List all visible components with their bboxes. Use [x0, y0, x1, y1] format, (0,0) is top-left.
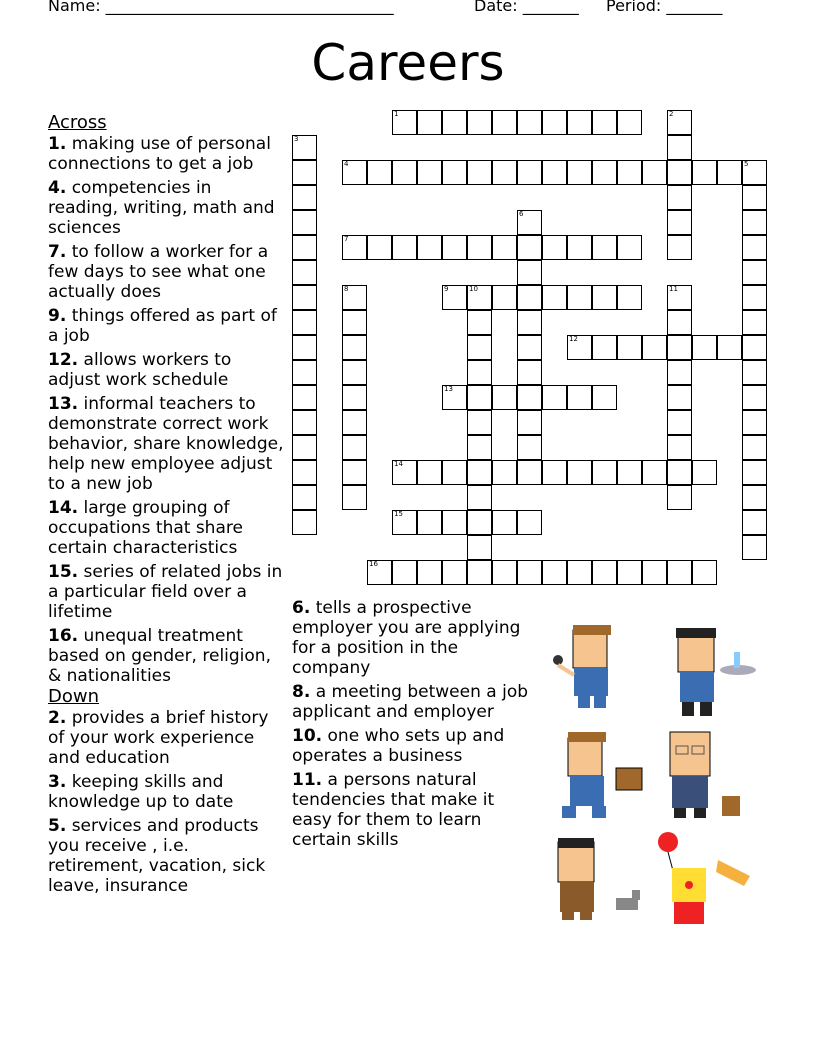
grid-cell[interactable] — [617, 285, 642, 310]
grid-cell-number: 9 — [444, 285, 449, 293]
grid-cell[interactable] — [492, 235, 517, 260]
across-clue-list — [48, 134, 284, 686]
grid-cell[interactable] — [517, 110, 542, 135]
clue-number: 10. — [292, 726, 323, 746]
grid-cell[interactable] — [742, 435, 767, 460]
clue-number: 6. — [292, 598, 311, 618]
grid-cell[interactable] — [667, 335, 692, 360]
grid-cell[interactable] — [492, 560, 517, 585]
grid-cell[interactable] — [667, 310, 692, 335]
grid-cell[interactable] — [392, 235, 417, 260]
clue-text: large grouping of occupations that share certain characteristics — [48, 498, 243, 558]
grid-cell[interactable] — [567, 160, 592, 185]
grid-cell[interactable] — [292, 135, 317, 160]
grid-cell[interactable] — [292, 160, 317, 185]
clue-text: things offered as part of a job — [48, 306, 277, 346]
grid-cell-number: 4 — [344, 160, 349, 168]
grid-cell[interactable] — [742, 210, 767, 235]
grid-cell[interactable] — [367, 160, 392, 185]
period-field-label: Period: _______ — [606, 0, 723, 15]
clue-number: 2. — [48, 708, 67, 728]
grid-cell[interactable] — [467, 385, 492, 410]
grid-cell[interactable] — [492, 460, 517, 485]
clown-figure — [658, 832, 750, 924]
grid-cell-number: 2 — [669, 110, 674, 118]
clue-item — [48, 306, 284, 346]
grid-cell-number: 1 — [394, 110, 399, 118]
clue-item — [48, 626, 284, 686]
grid-cell[interactable] — [517, 460, 542, 485]
clue-text: a persons natural tendencies that make it easy for them to learn certain skills — [292, 770, 495, 850]
clue-number: 3. — [48, 772, 67, 792]
grid-cell[interactable] — [467, 410, 492, 435]
grid-cell[interactable] — [667, 160, 692, 185]
grid-cell[interactable] — [517, 510, 542, 535]
clue-number: 16. — [48, 626, 79, 646]
grid-cell[interactable] — [467, 485, 492, 510]
grid-cell[interactable] — [492, 385, 517, 410]
grid-cell[interactable] — [742, 185, 767, 210]
grid-cell[interactable] — [742, 235, 767, 260]
grid-cell[interactable] — [642, 460, 667, 485]
grid-cell[interactable] — [742, 460, 767, 485]
grid-cell[interactable] — [542, 285, 567, 310]
name-field-label: Name: ____________________________________ — [48, 0, 394, 15]
grid-cell[interactable] — [667, 435, 692, 460]
grid-cell[interactable] — [592, 460, 617, 485]
grid-cell-number: 15 — [394, 510, 403, 518]
clue-item — [48, 350, 284, 390]
grid-cell[interactable] — [467, 535, 492, 560]
clue-number: 15. — [48, 562, 79, 582]
grid-cell[interactable] — [292, 360, 317, 385]
grid-cell[interactable] — [292, 210, 317, 235]
grid-cell[interactable] — [617, 335, 642, 360]
grid-cell[interactable] — [592, 335, 617, 360]
grid-cell[interactable] — [292, 435, 317, 460]
grid-cell[interactable] — [667, 110, 692, 135]
grid-cell[interactable] — [742, 310, 767, 335]
clue-text: competencies in reading, writing, math and sciences — [48, 178, 275, 238]
grid-cell[interactable] — [667, 210, 692, 235]
grid-cell[interactable] — [342, 235, 367, 260]
grid-cell[interactable] — [592, 110, 617, 135]
grid-cell[interactable] — [442, 160, 467, 185]
grid-cell[interactable] — [642, 335, 667, 360]
grid-cell[interactable] — [742, 485, 767, 510]
grid-cell[interactable] — [292, 410, 317, 435]
grid-cell[interactable] — [567, 285, 592, 310]
grid-cell-number: 12 — [569, 335, 578, 343]
grid-cell[interactable] — [667, 560, 692, 585]
clue-text: one who sets up and operates a business — [292, 726, 505, 766]
grid-cell[interactable] — [717, 335, 742, 360]
reporter-figure — [553, 625, 611, 708]
grid-cell[interactable] — [292, 185, 317, 210]
clue-number: 8. — [292, 682, 311, 702]
grid-cell[interactable] — [667, 235, 692, 260]
grid-cell[interactable] — [742, 260, 767, 285]
grid-cell-number: 6 — [519, 210, 524, 218]
clue-item — [292, 726, 528, 766]
grid-cell[interactable] — [292, 485, 317, 510]
grid-cell[interactable] — [542, 460, 567, 485]
grid-cell-number: 11 — [669, 285, 678, 293]
grid-cell[interactable] — [292, 310, 317, 335]
grid-cell[interactable] — [392, 460, 417, 485]
grid-cell[interactable] — [592, 160, 617, 185]
waiter-figure — [676, 628, 756, 716]
down-heading: Down — [48, 686, 100, 707]
grid-cell[interactable] — [667, 385, 692, 410]
grid-cell[interactable] — [667, 185, 692, 210]
grid-cell[interactable] — [467, 360, 492, 385]
grid-cell[interactable] — [567, 335, 592, 360]
grid-cell[interactable] — [667, 135, 692, 160]
clue-item — [48, 178, 284, 238]
grid-cell[interactable] — [442, 560, 467, 585]
grid-cell[interactable] — [742, 360, 767, 385]
grid-cell[interactable] — [392, 160, 417, 185]
clue-item — [48, 498, 284, 558]
grid-cell[interactable] — [467, 335, 492, 360]
grid-cell[interactable] — [467, 160, 492, 185]
grid-cell[interactable] — [342, 310, 367, 335]
grid-cell[interactable] — [517, 360, 542, 385]
grid-cell[interactable] — [592, 385, 617, 410]
grid-cell[interactable] — [617, 460, 642, 485]
clue-number: 12. — [48, 350, 79, 370]
grid-cell[interactable] — [542, 560, 567, 585]
grid-cell[interactable] — [742, 285, 767, 310]
grid-cell[interactable] — [417, 110, 442, 135]
grid-cell[interactable] — [417, 160, 442, 185]
clue-number: 11. — [292, 770, 323, 790]
grid-cell[interactable] — [742, 160, 767, 185]
grid-cell[interactable] — [292, 335, 317, 360]
grid-cell[interactable] — [717, 160, 742, 185]
grid-cell[interactable] — [292, 510, 317, 535]
grid-cell[interactable] — [342, 460, 367, 485]
page-title: Careers — [311, 34, 505, 92]
grid-cell[interactable] — [567, 560, 592, 585]
across-heading: Across — [48, 112, 107, 133]
grid-cell[interactable] — [417, 460, 442, 485]
grid-cell[interactable] — [667, 485, 692, 510]
grid-cell[interactable] — [342, 285, 367, 310]
grid-cell-number: 8 — [344, 285, 349, 293]
grid-cell[interactable] — [742, 335, 767, 360]
down-clue-list-right — [292, 598, 528, 850]
clue-text: a meeting between a job applicant and employer — [292, 682, 529, 722]
grid-cell[interactable] — [467, 285, 492, 310]
grid-cell[interactable] — [542, 385, 567, 410]
clue-text: making use of personal connections to get a job — [48, 134, 271, 174]
grid-cell[interactable] — [517, 310, 542, 335]
clue-number: 4. — [48, 178, 67, 198]
grid-cell[interactable] — [417, 560, 442, 585]
down-clue-list-left — [48, 708, 284, 896]
clue-text: provides a brief history of your work experience and education — [48, 708, 269, 768]
grid-cell[interactable] — [342, 360, 367, 385]
grid-cell[interactable] — [467, 435, 492, 460]
date-field-label: Date: _______ — [474, 0, 579, 15]
grid-cell[interactable] — [342, 435, 367, 460]
grid-cell[interactable] — [517, 410, 542, 435]
clue-item — [48, 394, 284, 494]
clue-item — [48, 708, 284, 768]
grid-cell[interactable] — [442, 235, 467, 260]
clue-number: 9. — [48, 306, 67, 326]
grid-cell[interactable] — [542, 160, 567, 185]
clue-item — [292, 770, 528, 850]
grid-cell[interactable] — [392, 510, 417, 535]
grid-cell-number: 13 — [444, 385, 453, 393]
grid-cell[interactable] — [617, 235, 642, 260]
clue-number: 1. — [48, 134, 67, 154]
grid-cell[interactable] — [642, 160, 667, 185]
grid-cell[interactable] — [692, 335, 717, 360]
grid-cell[interactable] — [467, 110, 492, 135]
grid-cell[interactable] — [467, 460, 492, 485]
grid-cell[interactable] — [692, 460, 717, 485]
grid-cell[interactable] — [492, 285, 517, 310]
grid-cell[interactable] — [742, 510, 767, 535]
grid-cell[interactable] — [692, 160, 717, 185]
grid-cell[interactable] — [667, 285, 692, 310]
grid-cell[interactable] — [667, 410, 692, 435]
grid-cell[interactable] — [517, 285, 542, 310]
clue-number: 14. — [48, 498, 79, 518]
grid-cell[interactable] — [342, 485, 367, 510]
grid-cell[interactable] — [292, 235, 317, 260]
grid-cell[interactable] — [592, 560, 617, 585]
clue-text: unequal treatment based on gender, religion, & nationalities — [48, 626, 271, 686]
grid-cell-number: 7 — [344, 235, 349, 243]
grid-cell[interactable] — [392, 110, 417, 135]
grid-cell[interactable] — [442, 285, 467, 310]
grid-cell[interactable] — [742, 385, 767, 410]
grid-cell[interactable] — [492, 510, 517, 535]
clue-text: informal teachers to demonstrate correct work behavior, share knowledge, help new employee adjust to a new job — [48, 394, 284, 494]
grid-cell-number: 16 — [369, 560, 378, 568]
grid-cell[interactable] — [292, 260, 317, 285]
businessman-figure — [562, 732, 642, 818]
header — [48, 0, 768, 18]
grid-cell[interactable] — [592, 235, 617, 260]
grid-cell[interactable] — [567, 110, 592, 135]
grid-cell[interactable] — [667, 360, 692, 385]
clues-left-column — [48, 112, 284, 900]
grid-cell-number: 5 — [744, 160, 749, 168]
grid-cell[interactable] — [442, 460, 467, 485]
old-man-figure — [670, 732, 740, 818]
clue-number: 5. — [48, 816, 67, 836]
grid-cell[interactable] — [617, 560, 642, 585]
grid-cell[interactable] — [467, 310, 492, 335]
grid-cell[interactable] — [542, 110, 567, 135]
grid-cell[interactable] — [617, 160, 642, 185]
grid-cell[interactable] — [567, 235, 592, 260]
grid-cell[interactable] — [517, 160, 542, 185]
grid-cell[interactable] — [342, 385, 367, 410]
clue-item — [292, 682, 528, 722]
clue-item — [292, 598, 528, 678]
grid-cell[interactable] — [492, 160, 517, 185]
grid-cell[interactable] — [467, 235, 492, 260]
grid-cell[interactable] — [667, 460, 692, 485]
grid-cell[interactable] — [417, 235, 442, 260]
clue-item — [48, 772, 284, 812]
grid-cell[interactable] — [517, 260, 542, 285]
grid-cell[interactable] — [292, 385, 317, 410]
grid-cell[interactable] — [392, 560, 417, 585]
grid-cell[interactable] — [617, 110, 642, 135]
grid-cell[interactable] — [467, 560, 492, 585]
grid-cell[interactable] — [517, 560, 542, 585]
boy-with-dog-figure — [558, 838, 640, 920]
grid-cell[interactable] — [492, 110, 517, 135]
grid-cell[interactable] — [517, 335, 542, 360]
clue-item — [48, 562, 284, 622]
grid-cell[interactable] — [567, 385, 592, 410]
grid-cell[interactable] — [342, 160, 367, 185]
grid-cell[interactable] — [742, 410, 767, 435]
grid-cell[interactable] — [342, 335, 367, 360]
grid-cell[interactable] — [542, 235, 567, 260]
clue-text: tells a prospective employer you are applying for a position in the company — [292, 598, 521, 678]
clues-mid-column — [292, 598, 528, 854]
grid-cell[interactable] — [642, 560, 667, 585]
grid-cell[interactable] — [442, 110, 467, 135]
clue-item — [48, 134, 284, 174]
clue-text: keeping skills and knowledge up to date — [48, 772, 234, 812]
grid-cell[interactable] — [517, 385, 542, 410]
clue-item — [48, 242, 284, 302]
grid-cell[interactable] — [367, 560, 392, 585]
grid-cell[interactable] — [342, 410, 367, 435]
grid-cell[interactable] — [442, 510, 467, 535]
grid-cell-number: 3 — [294, 135, 299, 143]
grid-cell[interactable] — [417, 510, 442, 535]
grid-cell[interactable] — [692, 560, 717, 585]
grid-cell[interactable] — [742, 535, 767, 560]
clue-number: 7. — [48, 242, 67, 262]
grid-cell-number: 14 — [394, 460, 403, 468]
clue-text: series of related jobs in a particular field over a lifetime — [48, 562, 283, 622]
grid-cell[interactable] — [517, 435, 542, 460]
grid-cell[interactable] — [367, 235, 392, 260]
grid-cell[interactable] — [517, 235, 542, 260]
clue-text: to follow a worker for a few days to see what one actually does — [48, 242, 269, 302]
career-illustrations — [548, 620, 758, 940]
grid-cell[interactable] — [567, 460, 592, 485]
grid-cell[interactable] — [467, 510, 492, 535]
grid-cell[interactable] — [517, 210, 542, 235]
clue-number: 13. — [48, 394, 79, 414]
clue-item — [48, 816, 284, 896]
grid-cell[interactable] — [292, 460, 317, 485]
clue-text: services and products you receive , i.e. retirement, vacation, sick leave, insurance — [48, 816, 266, 896]
grid-cell[interactable] — [292, 285, 317, 310]
grid-cell-number: 10 — [469, 285, 478, 293]
grid-cell[interactable] — [442, 385, 467, 410]
grid-cell[interactable] — [592, 285, 617, 310]
clue-text: allows workers to adjust work schedule — [48, 350, 232, 390]
